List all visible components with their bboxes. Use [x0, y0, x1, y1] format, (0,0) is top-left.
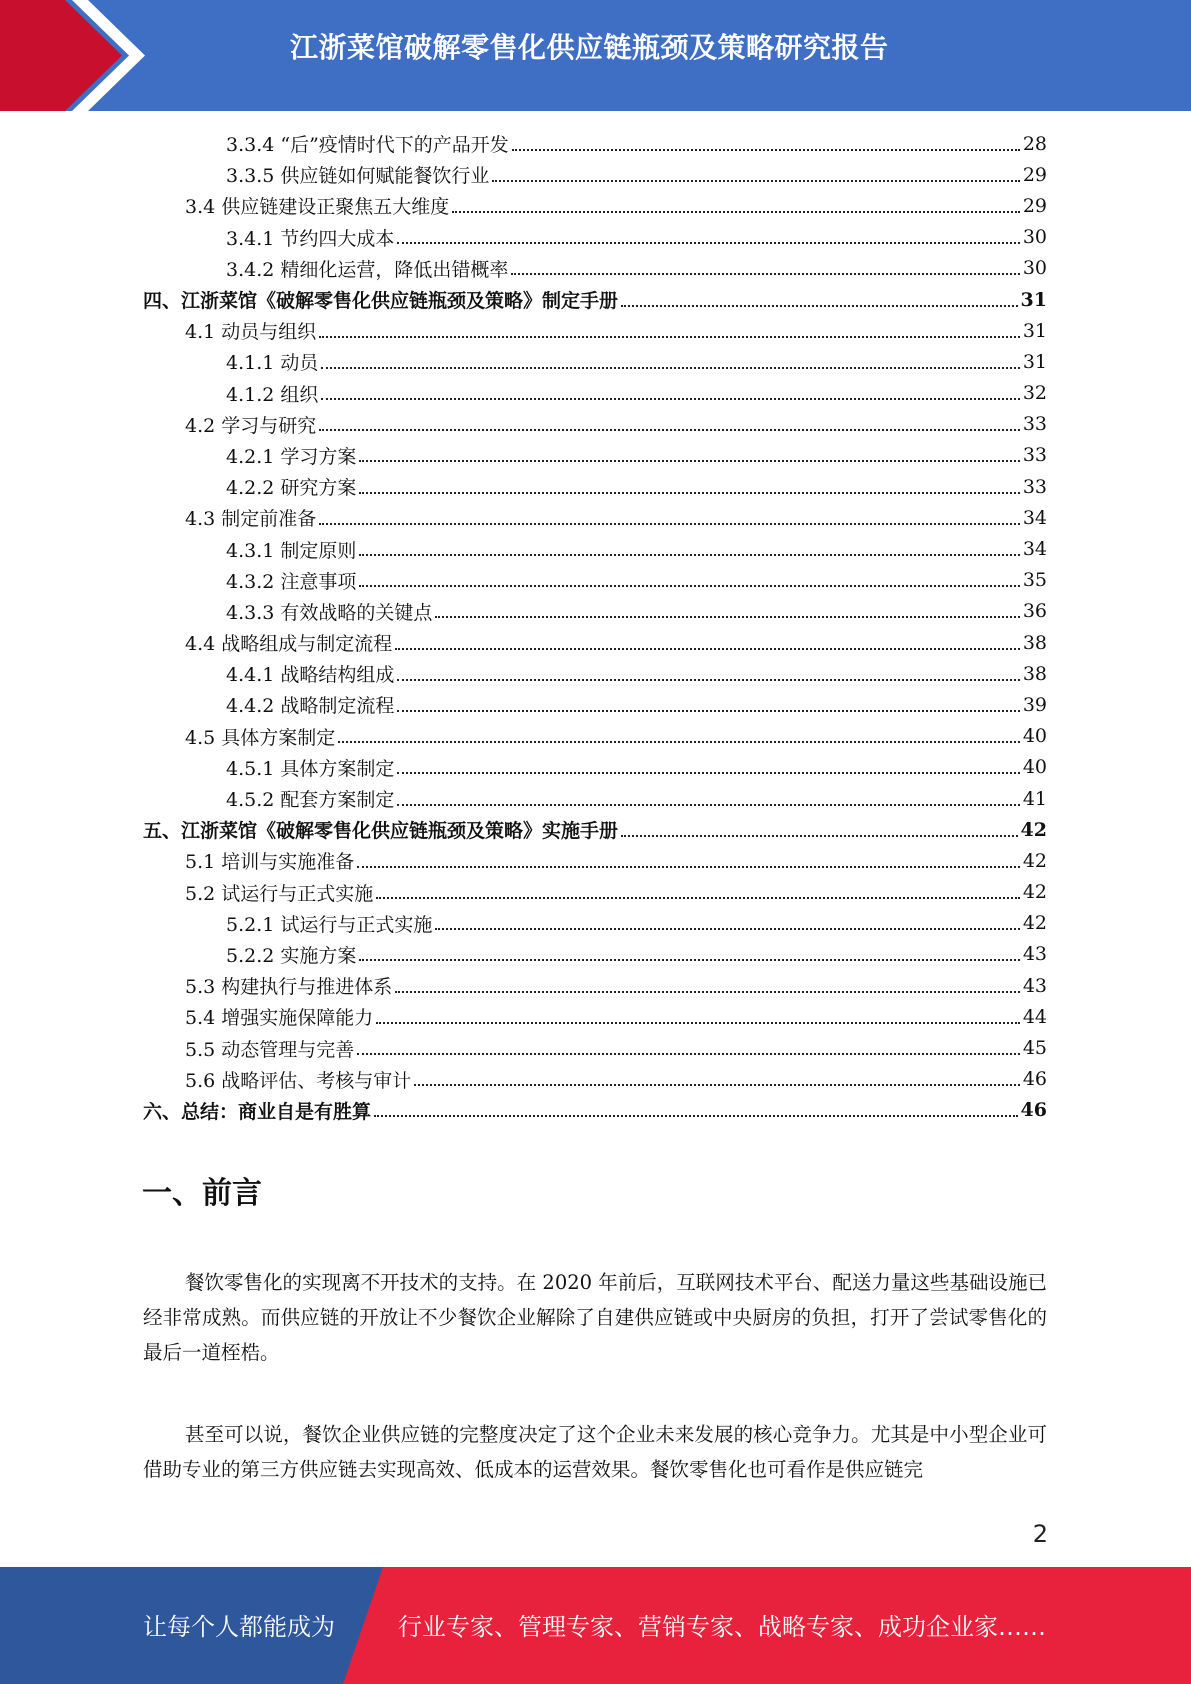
toc-entry-label: 5.6 战略评估、考核与审计 — [185, 1066, 413, 1093]
toc-entry-page: 31 — [1022, 319, 1047, 342]
header-chevron-decoration — [0, 0, 150, 111]
toc-leader-dots — [397, 679, 1019, 681]
toc-entry-label: 4.5 具体方案制定 — [185, 723, 337, 750]
toc-entry[interactable] — [226, 596, 1047, 627]
toc-entry[interactable] — [226, 159, 1047, 190]
toc-entry[interactable] — [226, 565, 1047, 596]
toc-entry-label: 4.4 战略组成与制定流程 — [185, 629, 394, 656]
toc-leader-dots — [319, 429, 1020, 431]
toc-entry[interactable] — [185, 1032, 1047, 1063]
toc-entry-page: 31 — [1022, 350, 1047, 373]
toc-entry-label: 4.4.1 战略结构组成 — [226, 660, 396, 687]
toc-entry[interactable] — [185, 721, 1047, 752]
toc-entry[interactable] — [226, 440, 1047, 471]
toc-entry[interactable] — [226, 222, 1047, 253]
toc-entry-page: 32 — [1022, 382, 1047, 405]
toc-entry-page: 35 — [1022, 569, 1047, 592]
toc-leader-dots — [338, 741, 1020, 743]
toc-leader-dots — [621, 835, 1018, 837]
toc-entry-page: 45 — [1022, 1037, 1047, 1060]
toc-entry-label: 5.2.1 试运行与正式实施 — [226, 910, 434, 937]
toc-entry-label: 4.2.2 研究方案 — [226, 473, 358, 500]
toc-entry-page: 40 — [1022, 725, 1047, 748]
toc-leader-dots — [492, 180, 1019, 182]
header-title: 江浙菜馆破解零售化供应链瓶颈及策略研究报告 — [290, 31, 889, 64]
toc-entry-page: 33 — [1022, 413, 1047, 436]
toc-leader-dots — [376, 1022, 1020, 1024]
toc-leader-dots — [374, 1115, 1018, 1117]
toc-leader-dots — [359, 460, 1019, 462]
toc-leader-dots — [319, 523, 1020, 525]
toc-entry-label: 4.1 动员与组织 — [185, 317, 318, 344]
toc-leader-dots — [395, 648, 1020, 650]
toc-entry-label: 4.2 学习与研究 — [185, 411, 318, 438]
toc-entry-label: 3.3.5 供应链如何赋能餐饮行业 — [226, 161, 491, 188]
toc-entry-page: 42 — [1022, 881, 1047, 904]
toc-entry[interactable] — [226, 783, 1047, 814]
toc-entry-label: 4.1.2 组织 — [226, 380, 320, 407]
toc-entry-label: 4.1.1 动员 — [226, 348, 320, 375]
body-paragraph: 甚至可以说，餐饮企业供应链的完整度决定了这个企业未来发展的核心竞争力。尤其是中小型企业可借助专业的第三方供应链去实现高效、低成本的运营效果。餐饮零售化也可看作是供应链完 — [143, 1423, 1047, 1481]
toc-entry[interactable] — [226, 908, 1047, 939]
toc-leader-dots — [359, 554, 1019, 556]
toc-leader-dots — [435, 928, 1019, 930]
toc-entry-page: 36 — [1022, 600, 1047, 623]
toc-leader-dots — [512, 149, 1020, 151]
toc-entry[interactable] — [143, 284, 1047, 315]
toc-entry-label: 4.3.3 有效战略的关键点 — [226, 598, 434, 625]
toc-entry[interactable] — [185, 627, 1047, 658]
toc-entry-page: 29 — [1022, 163, 1047, 186]
toc-entry-label: 3.4.2 精细化运营，降低出错概率 — [226, 255, 510, 282]
toc-leader-dots — [452, 211, 1020, 213]
toc-leader-dots — [397, 242, 1019, 244]
toc-entry[interactable] — [226, 471, 1047, 502]
toc-leader-dots — [397, 710, 1019, 712]
toc-entry-label: 4.3.2 注意事项 — [226, 567, 358, 594]
toc-entry-page: 39 — [1022, 693, 1047, 716]
toc-leader-dots — [357, 866, 1020, 868]
toc-entry[interactable] — [226, 128, 1047, 159]
toc-entry[interactable] — [185, 1064, 1047, 1095]
toc-entry[interactable] — [226, 533, 1047, 564]
toc-entry-label: 4.5.2 配套方案制定 — [226, 785, 396, 812]
toc-entry[interactable] — [185, 315, 1047, 346]
toc-entry-label: 四、江浙菜馆《破解零售化供应链瓶颈及策略》制定手册 — [143, 286, 620, 313]
toc-leader-dots — [397, 804, 1019, 806]
toc-entry[interactable] — [185, 502, 1047, 533]
toc-entry-page: 40 — [1022, 756, 1047, 779]
toc-entry-page: 38 — [1022, 662, 1047, 685]
toc-entry-page: 29 — [1022, 194, 1047, 217]
toc-entry-label: 3.4 供应链建设正聚焦五大维度 — [185, 192, 451, 219]
toc-entry-page: 34 — [1022, 538, 1047, 561]
toc-entry-page: 46 — [1022, 1068, 1047, 1091]
toc-entry-label: 4.3.1 制定原则 — [226, 536, 358, 563]
toc-leader-dots — [321, 367, 1019, 369]
toc-entry[interactable] — [226, 939, 1047, 970]
toc-entry-label: 六、总结：商业自是有胜算 — [143, 1097, 373, 1124]
toc-entry[interactable] — [185, 970, 1047, 1001]
toc-leader-dots — [359, 959, 1019, 961]
toc-entry[interactable] — [185, 845, 1047, 876]
toc-entry[interactable] — [226, 346, 1047, 377]
toc-entry-label: 5.2.2 实施方案 — [226, 941, 358, 968]
toc-entry-page: 33 — [1022, 475, 1047, 498]
footer-slogan-right: 行业专家、管理专家、营销专家、战略专家、成功企业家…… — [398, 1613, 1046, 1641]
section-title: 一、前言 — [142, 1176, 262, 1211]
toc-entry-page: 43 — [1022, 974, 1047, 997]
footer-slogan-left: 让每个人都能成为 — [143, 1613, 335, 1641]
toc-entry-page: 28 — [1022, 132, 1047, 155]
table-of-contents — [0, 128, 1191, 1126]
toc-entry-page: 34 — [1022, 506, 1047, 529]
toc-entry[interactable] — [226, 253, 1047, 284]
toc-entry-label: 3.4.1 节约四大成本 — [226, 224, 396, 251]
toc-entry-label: 5.5 动态管理与完善 — [185, 1035, 356, 1062]
toc-entry[interactable] — [226, 378, 1047, 409]
toc-entry[interactable] — [226, 658, 1047, 689]
toc-entry-label: 5.3 构建执行与推进体系 — [185, 972, 394, 999]
toc-entry-page: 30 — [1022, 226, 1047, 249]
toc-entry-label: 4.4.2 战略制定流程 — [226, 691, 396, 718]
toc-entry-label: 5.1 培训与实施准备 — [185, 847, 356, 874]
toc-entry-page: 31 — [1020, 288, 1047, 311]
toc-entry-page: 41 — [1022, 787, 1047, 810]
toc-leader-dots — [321, 398, 1019, 400]
page-header — [0, 0, 1191, 111]
toc-entry-page: 38 — [1022, 631, 1047, 654]
page-footer — [0, 1567, 1191, 1684]
toc-entry[interactable] — [143, 814, 1047, 845]
toc-entry-page: 44 — [1022, 1005, 1047, 1028]
toc-entry-page: 43 — [1022, 943, 1047, 966]
toc-entry-label: 4.2.1 学习方案 — [226, 442, 358, 469]
toc-leader-dots — [376, 897, 1020, 899]
toc-entry-page: 33 — [1022, 444, 1047, 467]
toc-entry-page: 42 — [1020, 818, 1047, 841]
toc-entry-label: 3.3.4 “后”疫情时代下的产品开发 — [226, 130, 511, 157]
toc-leader-dots — [621, 305, 1018, 307]
toc-leader-dots — [397, 772, 1019, 774]
toc-entry-label: 4.5.1 具体方案制定 — [226, 754, 396, 781]
toc-leader-dots — [395, 991, 1020, 993]
toc-entry-page: 42 — [1022, 912, 1047, 935]
toc-entry-label: 4.3 制定前准备 — [185, 504, 318, 531]
toc-entry-page: 46 — [1020, 1099, 1047, 1122]
toc-leader-dots — [435, 616, 1019, 618]
toc-entry[interactable] — [185, 190, 1047, 221]
toc-leader-dots — [414, 1084, 1020, 1086]
toc-entry-label: 5.4 增强实施保障能力 — [185, 1003, 375, 1030]
toc-entry[interactable] — [185, 1001, 1047, 1032]
toc-entry[interactable] — [226, 689, 1047, 720]
toc-entry[interactable] — [185, 877, 1047, 908]
toc-leader-dots — [359, 585, 1019, 587]
toc-entry-page: 30 — [1022, 257, 1047, 280]
toc-leader-dots — [359, 492, 1019, 494]
body-paragraph: 餐饮零售化的实现离不开技术的支持。在 2020 年前后，互联网技术平台、配送力量这些基础设施已经非常成熟。而供应链的开放让不少餐饮企业解除了自建供应链或中央厨房的负担，打开了尝试零售化的最后一道桎梏。 — [143, 1271, 1047, 1364]
toc-entry-label: 五、江浙菜馆《破解零售化供应链瓶颈及策略》实施手册 — [143, 816, 620, 843]
toc-entry-page: 42 — [1022, 849, 1047, 872]
page-number: 2 — [1032, 1520, 1048, 1548]
toc-entry[interactable] — [185, 409, 1047, 440]
toc-entry[interactable] — [226, 752, 1047, 783]
toc-leader-dots — [511, 273, 1019, 275]
toc-leader-dots — [319, 336, 1020, 338]
toc-entry[interactable] — [143, 1095, 1047, 1126]
toc-entry-label: 5.2 试运行与正式实施 — [185, 879, 375, 906]
toc-leader-dots — [357, 1053, 1020, 1055]
